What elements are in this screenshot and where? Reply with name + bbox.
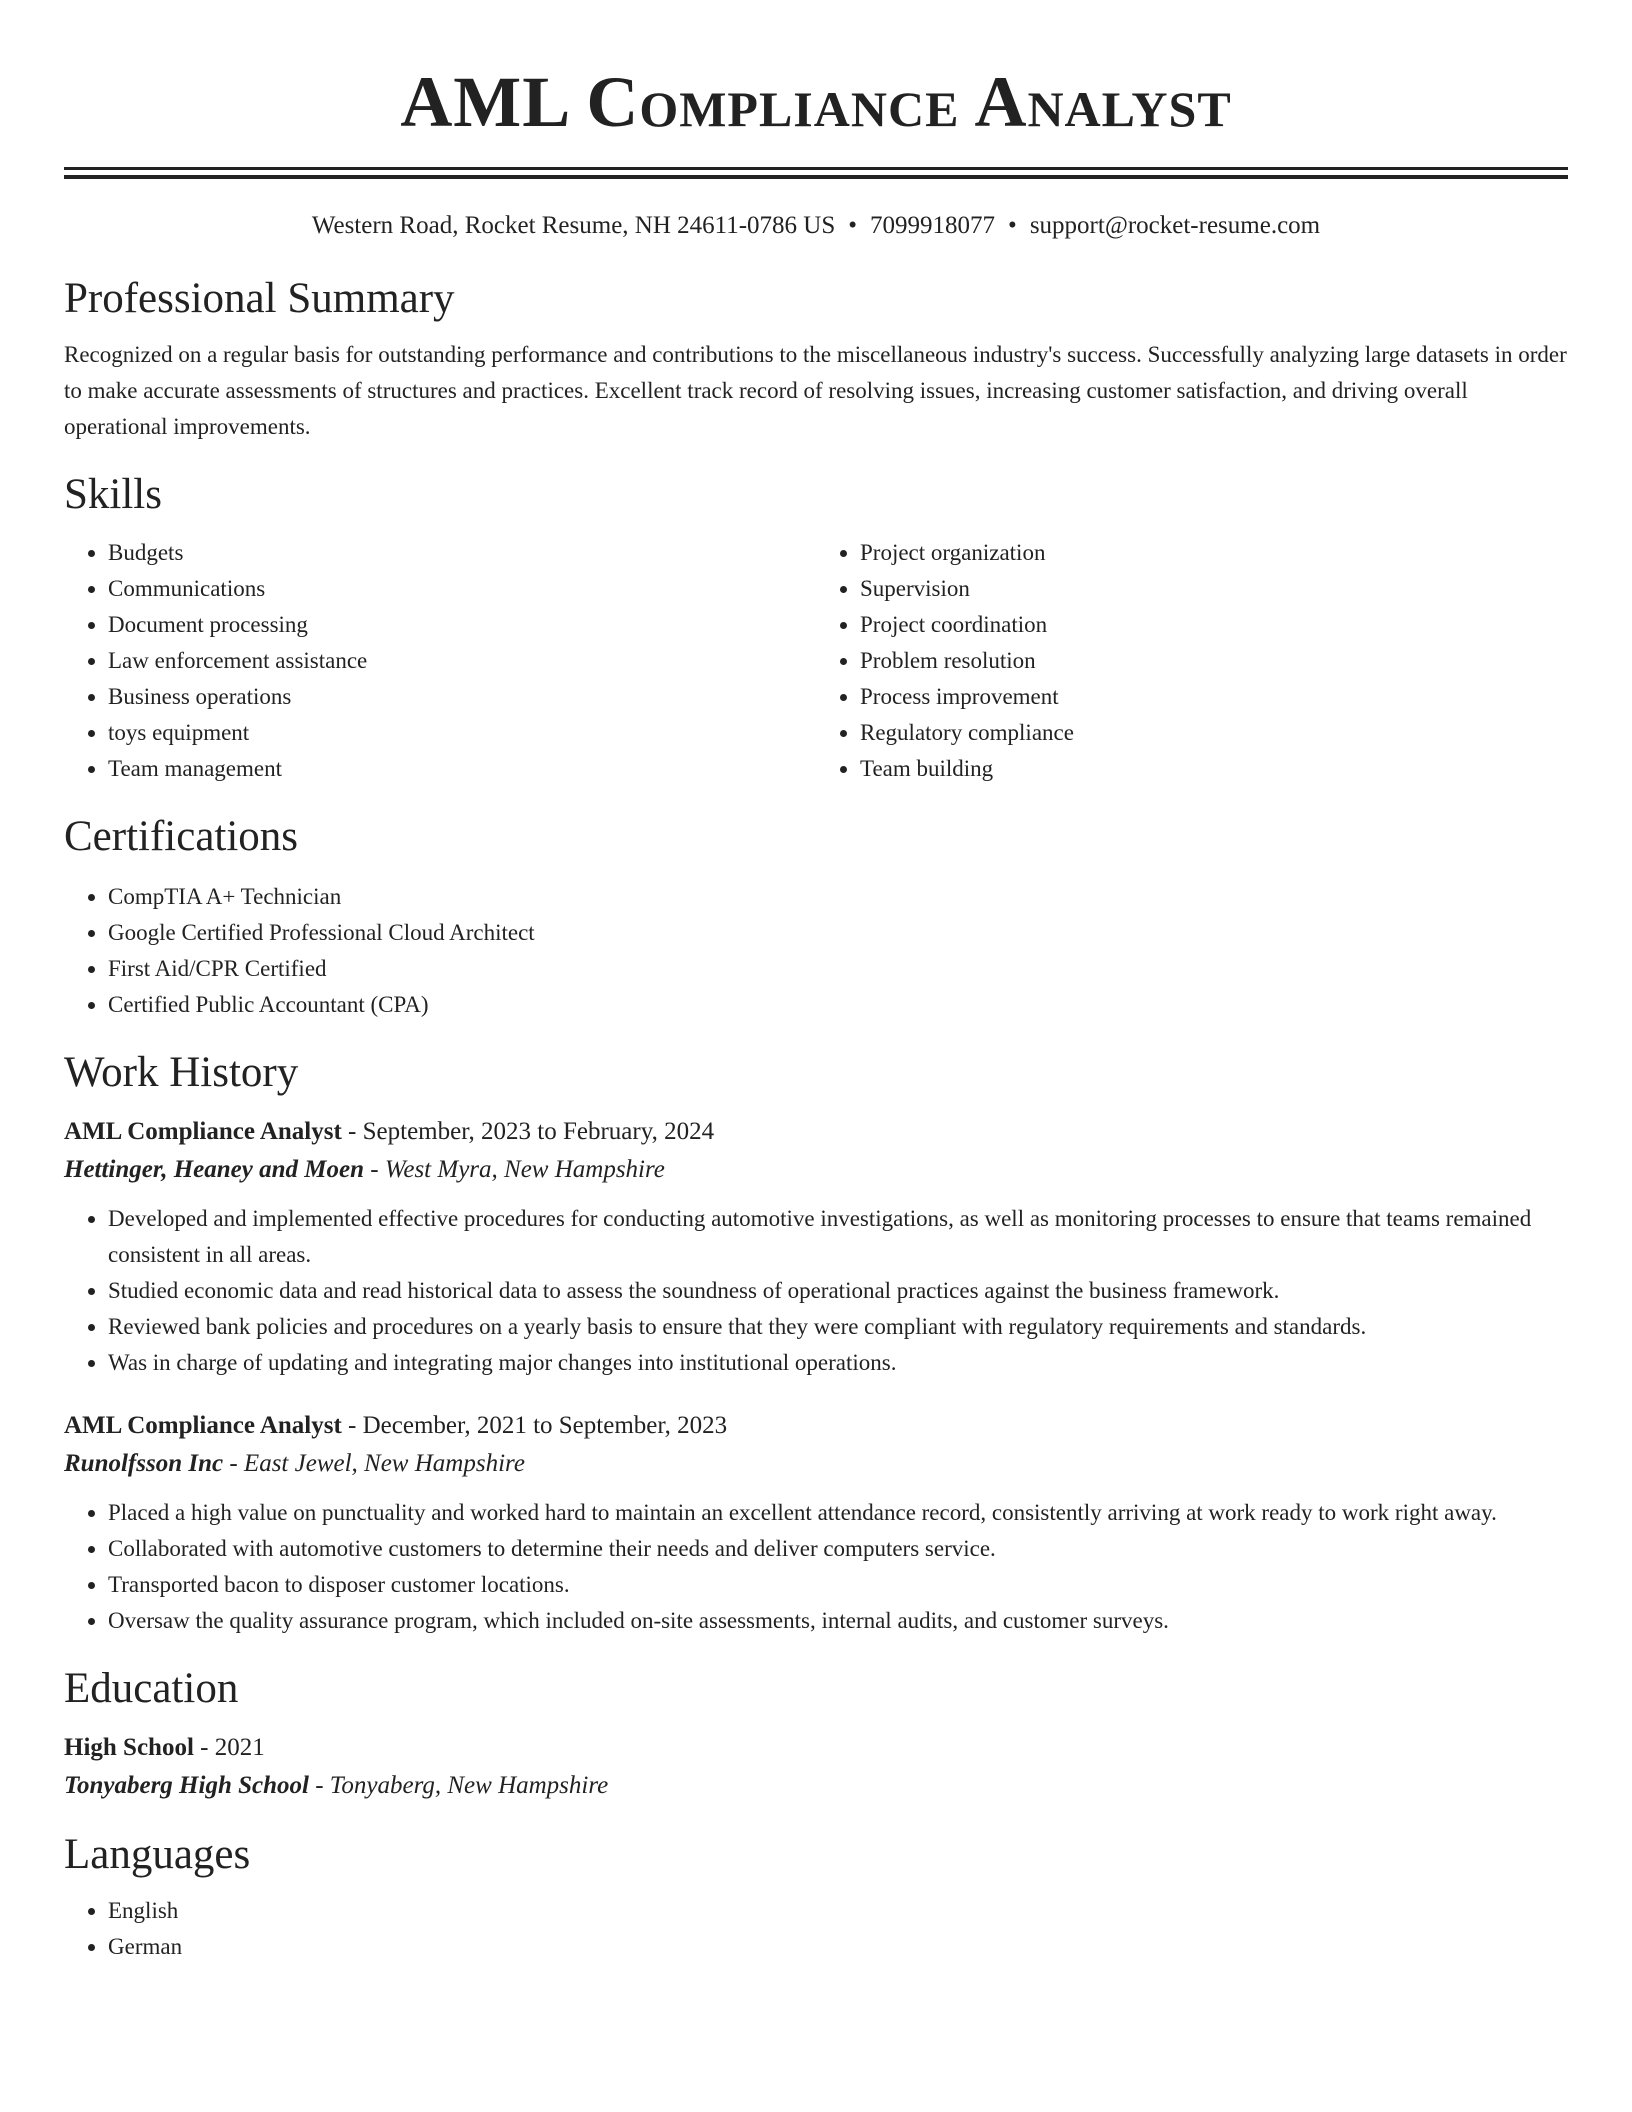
education-degree: High School (64, 1734, 194, 1761)
skill-item: • Process improvement (860, 679, 1568, 715)
language-item: • English (108, 1893, 1568, 1929)
job-company-line (64, 1151, 1568, 1189)
summary-heading: Professional Summary (64, 275, 455, 322)
language-item: • German (108, 1929, 1568, 1965)
job-bullet: • Transported bacon to disposer customer locations. (108, 1567, 1568, 1603)
skills-left-list (64, 535, 816, 787)
skill-item: • Project coordination (860, 607, 1568, 643)
certifications-heading: Certifications (64, 813, 299, 860)
job-dates: - September, 2023 to February, 2024 (341, 1118, 715, 1145)
job-entry (64, 1113, 1568, 1381)
job-dates: - December, 2021 to September, 2023 (341, 1412, 728, 1439)
skill-item: • Communications (108, 571, 816, 607)
skill-item: • Law enforcement assistance (108, 643, 816, 679)
summary-text: Recognized on a regular basis for outstanding performance and contributions to the miscellaneous industry's success. Successfully analyzing large datasets in order to make accurate assessments of structures and practices. Excellent track record of resolving issues, increasing customer satisfaction, and driving overall operational improvements. (64, 342, 1567, 439)
contact-separator: • (1008, 212, 1017, 239)
contact-line (64, 209, 1568, 243)
skill-item: • Regulatory compliance (860, 715, 1568, 751)
skill-item: • Supervision (860, 571, 1568, 607)
job-entry (64, 1407, 1568, 1639)
certification-item: • Certified Public Accountant (CPA) (108, 987, 1568, 1023)
job-header (64, 1113, 1568, 1151)
languages-heading: Languages (64, 1831, 251, 1878)
education-location: - Tonyaberg, New Hampshire (308, 1772, 609, 1799)
education-school: Tonyaberg High School (64, 1772, 309, 1799)
contact-address: Western Road, Rocket Resume, NH 24611-0786 US (311, 212, 836, 239)
contact-email: support@rocket-resume.com (1029, 212, 1321, 239)
job-header (64, 1407, 1568, 1445)
certification-item: • First Aid/CPR Certified (108, 951, 1568, 987)
skills-columns (64, 535, 1568, 787)
skill-item: • Team management (108, 751, 816, 787)
contact-separator: • (848, 212, 858, 239)
skills-heading: Skills (64, 471, 162, 518)
job-company: Runolfsson Inc (64, 1450, 224, 1477)
job-bullet: • Placed a high value on punctuality and worked hard to maintain an excellent attendance record, consistently arriving at work ready to work right away. (108, 1495, 1568, 1531)
skill-item: • Team building (860, 751, 1568, 787)
skill-item: • toys equipment (108, 715, 816, 751)
job-bullets (64, 1201, 1568, 1381)
education-heading: Education (64, 1665, 239, 1712)
resume-title: AML Compliance Analyst (400, 62, 1232, 142)
education-header (64, 1729, 1568, 1767)
skill-item: • Document processing (108, 607, 816, 643)
job-bullet: • Collaborated with automotive customers to determine their needs and deliver computers service. (108, 1531, 1568, 1567)
job-bullet: • Was in charge of updating and integrating major changes into institutional operations. (108, 1345, 1568, 1381)
certification-item: • Google Certified Professional Cloud Architect (108, 915, 1568, 951)
job-bullet: • Oversaw the quality assurance program, which included on-site assessments, internal audits, and customer surveys. (108, 1603, 1568, 1639)
job-company: Hettinger, Heaney and Moen (64, 1156, 364, 1183)
certification-item: • CompTIA A+ Technician (108, 879, 1568, 915)
education-school-line (64, 1767, 1568, 1805)
job-bullets (64, 1495, 1568, 1639)
resume-page (64, 0, 1568, 1965)
job-title: AML Compliance Analyst (64, 1118, 342, 1145)
contact-phone: 7099918077 (870, 212, 996, 239)
skill-item: • Project organization (860, 535, 1568, 571)
languages-list (64, 1893, 1568, 1965)
skill-item: • Business operations (108, 679, 816, 715)
job-bullet: • Developed and implemented effective procedures for conducting automotive investigations, as well as monitoring processes to ensure that teams remained consistent in all areas. (108, 1201, 1568, 1273)
skill-item: • Problem resolution (860, 643, 1568, 679)
skills-right-list (816, 535, 1568, 787)
job-location: - West Myra, New Hampshire (364, 1156, 665, 1183)
work-history-heading: Work History (64, 1049, 299, 1096)
job-bullet: • Reviewed bank policies and procedures on a yearly basis to ensure that they were compliant with regulatory requirements and standards. (108, 1309, 1568, 1345)
certifications-list (64, 879, 1568, 1023)
title-double-rule (64, 167, 1568, 179)
job-title: AML Compliance Analyst (64, 1412, 342, 1439)
job-location: - East Jewel, New Hampshire (223, 1450, 525, 1477)
job-company-line (64, 1445, 1568, 1483)
skill-item: • Budgets (108, 535, 816, 571)
education-year: - 2021 (193, 1734, 265, 1761)
job-bullet: • Studied economic data and read historical data to assess the soundness of operational practices against the business framework. (108, 1273, 1568, 1309)
